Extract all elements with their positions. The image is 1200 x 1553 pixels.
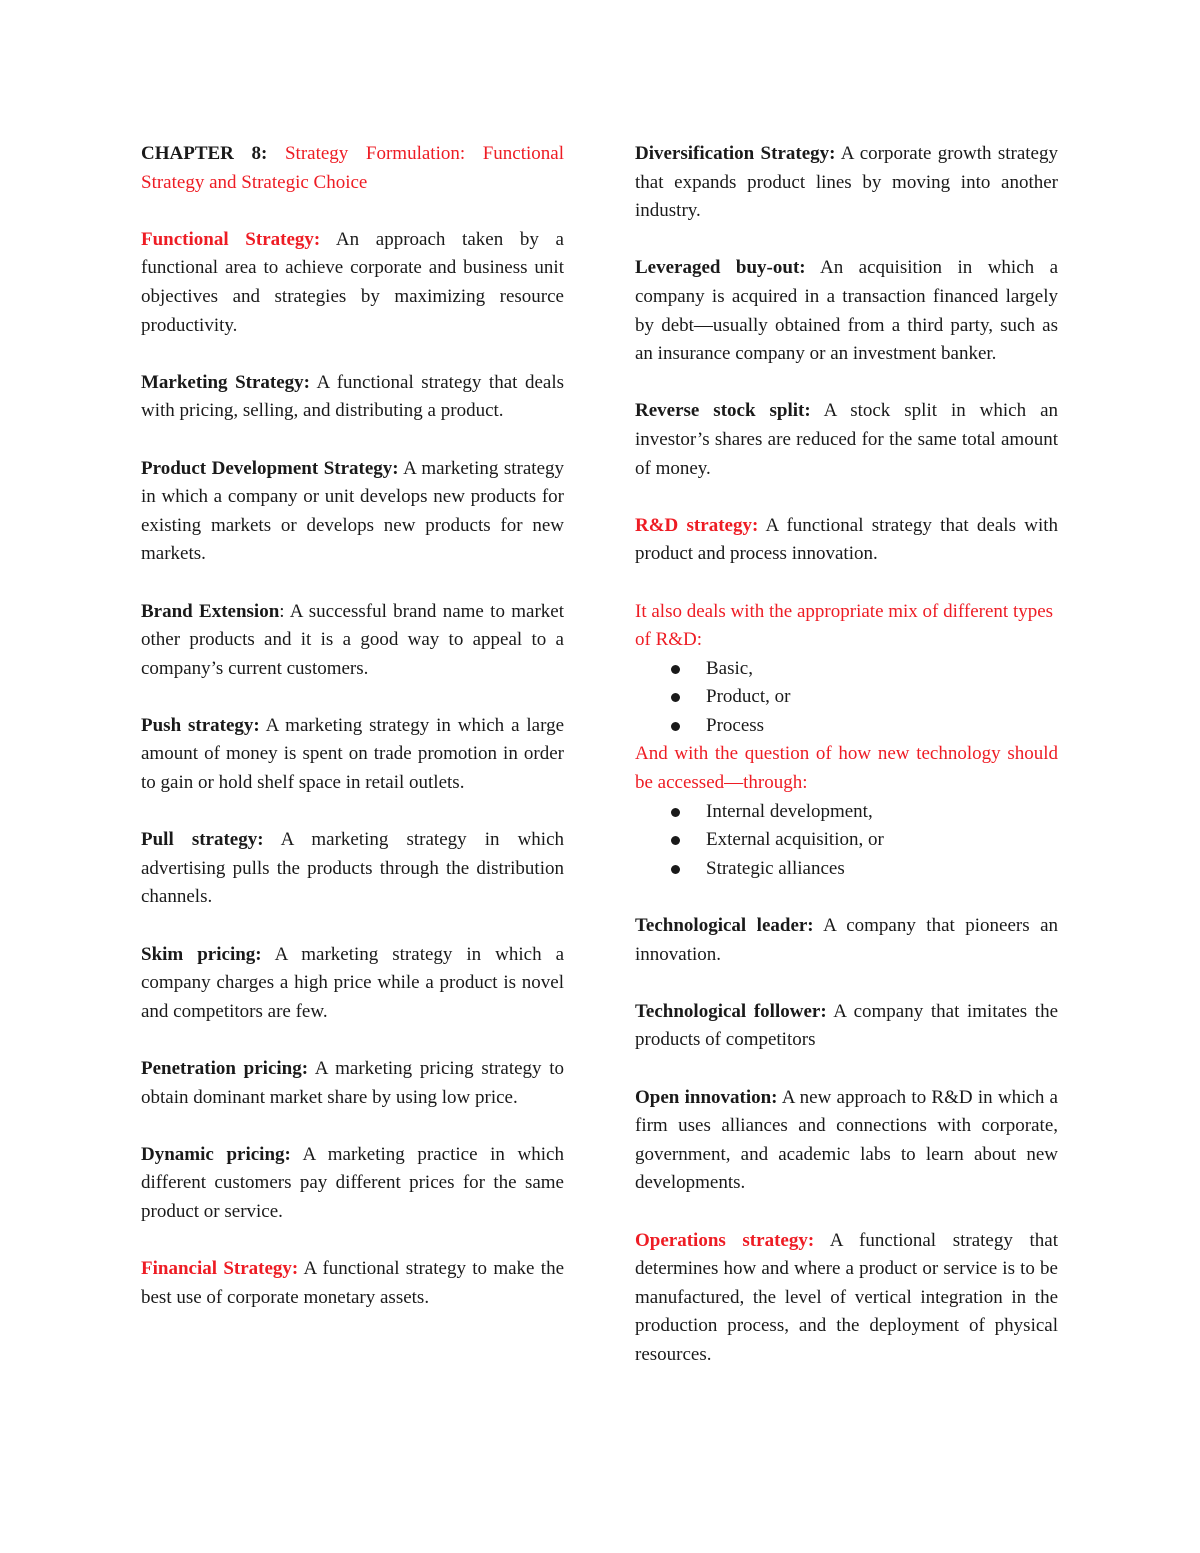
definition-leveraged-buy-out [635,254,1058,368]
list-item-text: Basic, [706,657,753,679]
definition-dynamic-pricing [141,1141,564,1227]
term-label: Pull strategy: [141,829,264,851]
term-definition: A functional strategy that determines how and where a product or service is to be manufactured, the level of vertical integration in the production process, and the deployment of physical resources. [635,1229,1058,1365]
term-definition: A marketing pricing strategy to obtain dominant market share by using low price. [141,1058,565,1108]
bullet-icon [671,836,680,845]
list-item [635,683,1058,712]
chapter-heading [141,140,564,197]
term-definition: A stock split in which an investor’s shares are reduced for the same total amount of money. [635,400,1059,479]
term-label: Penetration pricing: [141,1058,309,1079]
chapter-label: CHAPTER 8: [141,143,268,164]
bullet-icon [671,865,680,874]
term-label: Brand Extension [141,600,280,622]
term-label: R&D strategy: [635,514,759,536]
term-label: Reverse stock split: [635,400,811,422]
term-label: Dynamic pricing: [141,1143,291,1165]
term-label: Marketing Strategy: [141,371,310,393]
term-label: Leveraged buy-out: [635,257,806,279]
term-definition: A marketing strategy in which a company or unit develops new products for existing markets or develops new products for new markets. [141,457,565,565]
term-label: Open innovation: [635,1086,778,1108]
list-item-text: Process [706,714,765,736]
left-column [141,140,564,1341]
term-label: Financial Strategy: [141,1258,299,1280]
rd-mix-text: It also deals with the appropriate mix of different types of R&D: [635,600,1054,651]
list-item [635,826,1058,855]
definition-technological-follower [635,998,1058,1055]
chapter-title: Strategy Formulation: Functional Strategy and Strategic Choice [141,143,565,193]
definition-brand-extension [141,598,564,684]
term-label: Skim pricing: [141,943,262,965]
list-item [635,798,1058,827]
term-definition: A marketing strategy in which a company charges a high price while a product is novel and competitors are few. [141,943,565,1022]
definition-reverse-stock-split [635,397,1058,483]
list-item-text: External acquisition, or [706,829,884,851]
right-column [635,140,1058,1398]
bullet-icon [671,665,680,674]
term-label: Functional Strategy: [141,228,321,250]
term-label: Technological leader: [635,915,814,937]
term-label: Diversification Strategy: [635,143,836,164]
definition-skim-pricing [141,941,564,1027]
term-definition: A functional strategy to make the best use of corporate monetary assets. [141,1258,565,1308]
term-label: Push strategy: [141,714,260,736]
rd-access-list [635,798,1058,884]
definition-marketing-strategy [141,369,564,426]
definition-pull-strategy [141,826,564,912]
term-label: Technological follower: [635,1000,827,1022]
term-definition: A new approach to R&D in which a firm uses alliances and connections with corporate, government, and academic labs to learn about new developments. [635,1086,1058,1194]
term-label: Operations strategy: [635,1229,815,1251]
definition-rd-strategy [635,512,1058,569]
term-label: Product Development Strategy: [141,457,399,479]
term-definition: A company that imitates the products of competitors [635,1000,1059,1051]
term-definition: A functional strategy that deals with product and process innovation. [635,514,1059,565]
definition-technological-leader [635,912,1058,969]
term-definition: A marketing strategy in which a large amount of money is spent on trade promotion in order to gain or hold shelf space in retail outlets. [141,714,565,794]
list-item [635,855,1058,884]
term-definition: An acquisition in which a company is acquired in a transaction financed largely by debt—usually obtained from a third party, such as an insurance company or an investment banker. [635,257,1059,365]
definition-product-development-strategy [141,455,564,569]
list-item [635,712,1058,741]
term-definition: A marketing practice in which different customers pay different prices for the same product or service. [141,1143,564,1222]
term-definition: A functional strategy that deals with pricing, selling, and distributing a product. [141,371,564,422]
rd-access-text: And with the question of how new technology should be accessed—through: [635,743,1058,794]
bullet-icon [671,722,680,731]
bullet-icon [671,808,680,817]
rd-types-list [635,655,1058,741]
term-definition: A corporate growth strategy that expands product lines by moving into another industry. [635,143,1058,222]
list-item-text: Internal development, [706,800,873,822]
list-item-text: Product, or [706,686,791,708]
term-definition: An approach taken by a functional area to achieve corporate and business unit objectives and strategies by maximizing resource productivity. [141,228,564,336]
definition-penetration-pricing [141,1055,564,1112]
definition-diversification-strategy [635,140,1058,226]
term-definition: A marketing strategy in which advertising pulls the products through the distribution channels. [141,829,565,908]
definition-financial-strategy [141,1255,564,1312]
definition-open-innovation [635,1084,1058,1198]
definition-operations-strategy [635,1227,1058,1370]
term-definition: : A successful brand name to market other products and it is a good way to appeal to a company’s current customers. [141,600,564,679]
bullet-icon [671,693,680,702]
definition-functional-strategy [141,226,564,340]
definition-push-strategy [141,712,564,798]
list-item [635,655,1058,684]
list-item-text: Strategic alliances [706,857,845,879]
term-definition: A company that pioneers an innovation. [635,915,1059,965]
